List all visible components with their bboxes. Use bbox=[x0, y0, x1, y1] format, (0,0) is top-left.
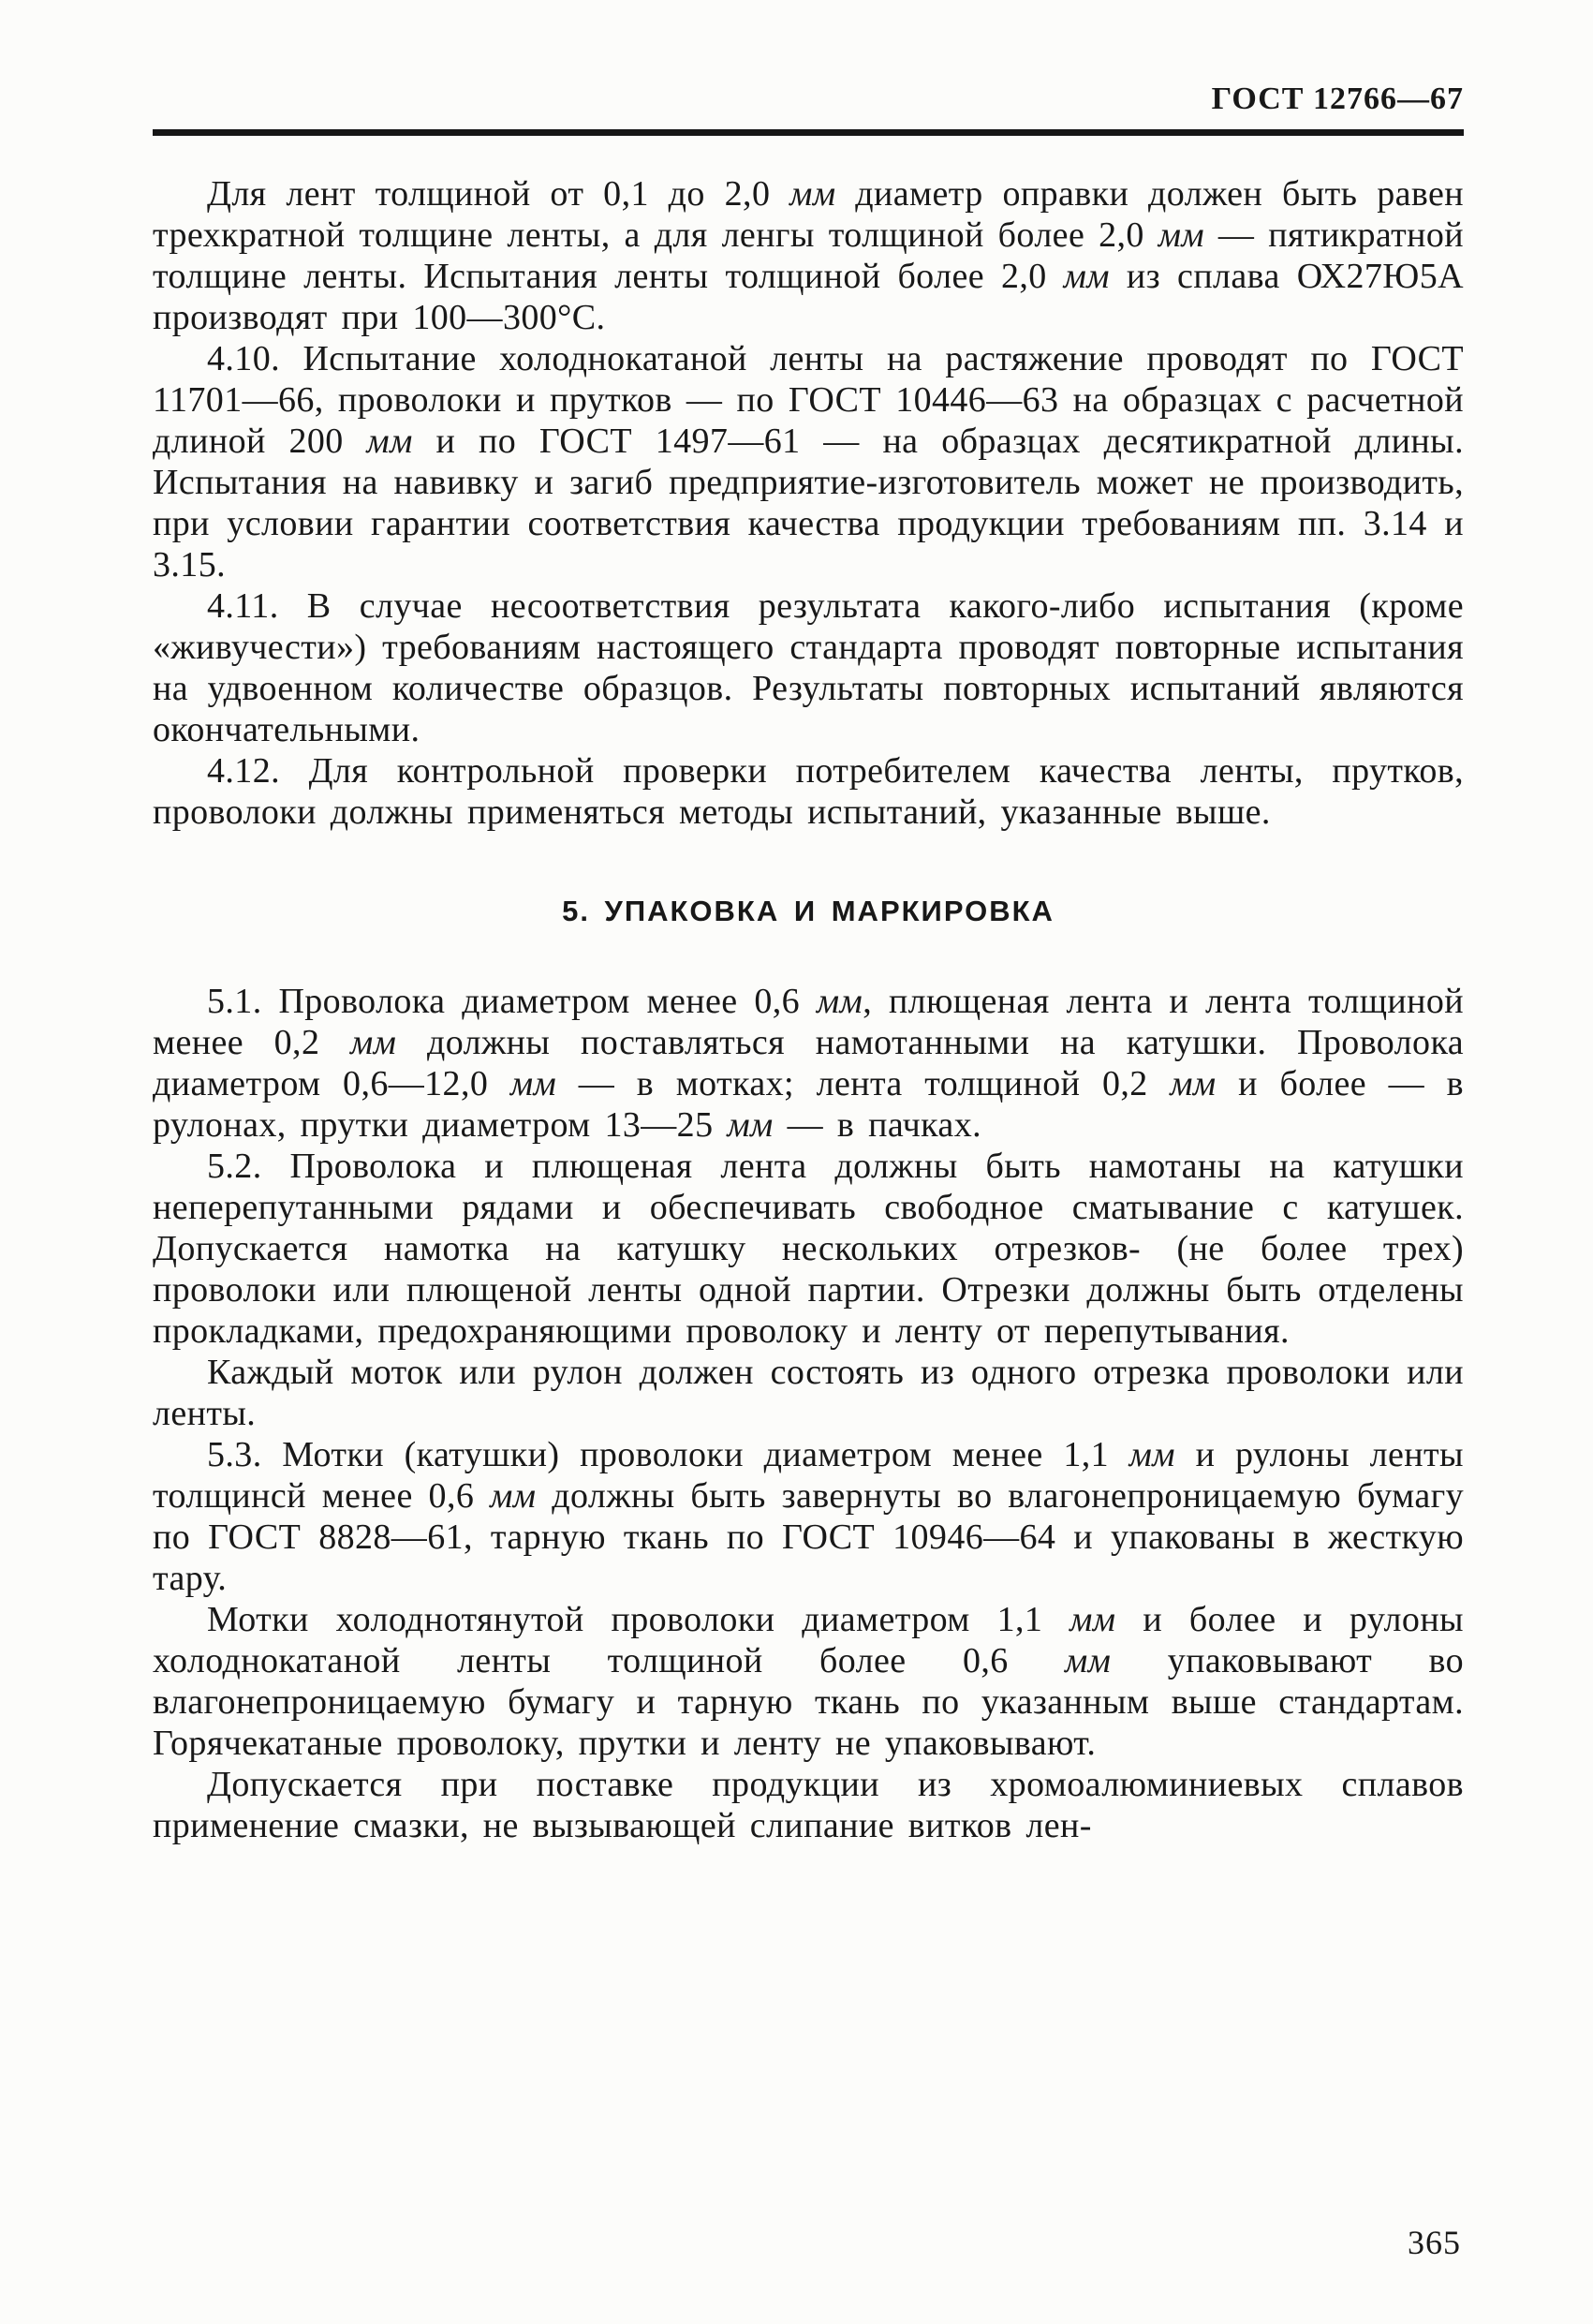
text-run: , плющеная лента и лента толщиной менее 0,2 bbox=[153, 982, 1464, 1062]
text-run: и более — в рулонах, прутки диаметром 13—25 bbox=[153, 1064, 1464, 1145]
paragraph bbox=[153, 750, 1464, 833]
text-run: 5.1. Проволока диаметром менее 0,6 bbox=[207, 982, 817, 1021]
text-run: — пятикратной толщине ленты. Испытания ленты толщиной более 2,0 bbox=[153, 215, 1465, 296]
text-run: диаметр оправки должен быть равен трехкратной толщине ленты, а для ленгы толщиной более 2,0 bbox=[153, 174, 1464, 255]
unit-abbrev-italic: мм bbox=[509, 1064, 557, 1103]
section-4-paragraphs bbox=[153, 173, 1464, 833]
section-heading: 5. УПАКОВКА И МАРКИРОВКА bbox=[562, 895, 1055, 927]
paragraph bbox=[153, 981, 1464, 1146]
text-run: Допускается при поставке продукции из хромоалюминиевых сплавов применение смазки, не вызывающей слипание витков лен- bbox=[153, 1765, 1464, 1845]
paragraph bbox=[153, 1352, 1464, 1434]
header-rule bbox=[153, 129, 1464, 136]
text-run: Для лент толщиной от 0,1 до 2,0 bbox=[207, 174, 790, 214]
unit-abbrev-italic: мм bbox=[1065, 1641, 1112, 1680]
paragraph bbox=[153, 338, 1464, 585]
text-run: 5.3. Мотки (катушки) проволоки диаметром менее 1,1 bbox=[207, 1435, 1129, 1474]
text-run: из сплава ОХ27Ю5А производят при 100—300°С. bbox=[153, 257, 1464, 337]
paragraph bbox=[153, 1146, 1464, 1352]
unit-abbrev-italic: мм bbox=[1158, 215, 1205, 255]
paragraph bbox=[153, 585, 1464, 750]
text-run: и рулоны ленты толщинсй менее 0,6 bbox=[153, 1435, 1464, 1516]
unit-abbrev-italic: мм bbox=[350, 1023, 397, 1062]
text-run: должны быть завернуты во влагонепроницаемую бумагу по ГОСТ 8828—61, тарную ткань по ГОСТ 10946—64 и упакованы в жесткую тару. bbox=[153, 1476, 1464, 1598]
unit-abbrev-italic: мм bbox=[490, 1476, 537, 1516]
text-run: 4.12. Для контрольной проверки потребителем качества ленты, прутков, проволоки должны применяться методы испытаний, указанные выше. bbox=[153, 751, 1464, 832]
paragraph bbox=[153, 173, 1464, 338]
document-body bbox=[153, 173, 1464, 1846]
unit-abbrev-italic: мм bbox=[366, 422, 413, 461]
paragraph bbox=[153, 1764, 1464, 1846]
text-run: 5.2. Проволока и плющеная лента должны быть намотаны на катушки неперепутанными рядами и обеспечивать свободное сматывание с катушек. Допускается намотка на катушку нескольких отрезков- (не более трех) проволоки или плющеной ленты одной партии. Отрезки должны быть отделены прокладками, предохраняющими проволоку и ленту от перепутывания. bbox=[153, 1147, 1464, 1351]
text-run: 4.10. Испытание холоднокатаной ленты на растяжение проводят по ГОСТ 11701—66, проволоки и прутков — по ГОСТ 10446—63 на образцах с расчетной длиной 200 bbox=[153, 339, 1464, 461]
text-run: и более и рулоны холоднокатаной ленты толщиной более 0,6 bbox=[153, 1600, 1464, 1680]
unit-abbrev-italic: мм bbox=[1128, 1435, 1175, 1474]
text-run: упаковывают во влагонепроницаемую бумагу и тарную ткань по указанным выше стандартам. Горячекатаные проволоку, прутки и ленту не упаковывают. bbox=[153, 1641, 1464, 1763]
text-run: — в пачках. bbox=[773, 1105, 981, 1145]
paragraph bbox=[153, 1599, 1464, 1764]
page-number: 365 bbox=[1408, 2224, 1461, 2261]
unit-abbrev-italic: мм bbox=[816, 982, 863, 1021]
text-run: Мотки холоднотянутой проволоки диаметром 1,1 bbox=[207, 1600, 1070, 1639]
text-run: Каждый моток или рулон должен состоять из одного отрезка проволоки или ленты. bbox=[153, 1353, 1464, 1433]
section-5-paragraphs bbox=[153, 981, 1464, 1846]
text-run: и по ГОСТ 1497—61 — на образцах десятикратной длины. Испытания на навивку и загиб предприятие-изготовитель может не производить, при условии гарантии соответствия качества продукции требованиям пп. 3.14 и 3.15. bbox=[153, 422, 1464, 585]
unit-abbrev-italic: мм bbox=[1063, 257, 1110, 296]
paragraph bbox=[153, 1434, 1464, 1599]
text-run: должны поставляться намотанными на катушки. Проволока диаметром 0,6—12,0 bbox=[153, 1023, 1464, 1103]
standard-number: ГОСТ 12766—67 bbox=[1211, 81, 1464, 116]
page-header bbox=[153, 81, 1464, 118]
unit-abbrev-italic: мм bbox=[727, 1105, 774, 1145]
unit-abbrev-italic: мм bbox=[1170, 1064, 1217, 1103]
text-run: 4.11. В случае несоответствия результата какого-либо испытания (кроме «живучести») требованиям настоящего стандарта проводят повторные испытания на удвоенном количестве образцов. Результаты повторных испытаний являются окончательными. bbox=[153, 586, 1464, 749]
unit-abbrev-italic: мм bbox=[789, 174, 836, 214]
text-run: — в мотках; лента толщиной 0,2 bbox=[556, 1064, 1171, 1103]
unit-abbrev-italic: мм bbox=[1069, 1600, 1116, 1639]
page-content bbox=[153, 81, 1464, 1846]
